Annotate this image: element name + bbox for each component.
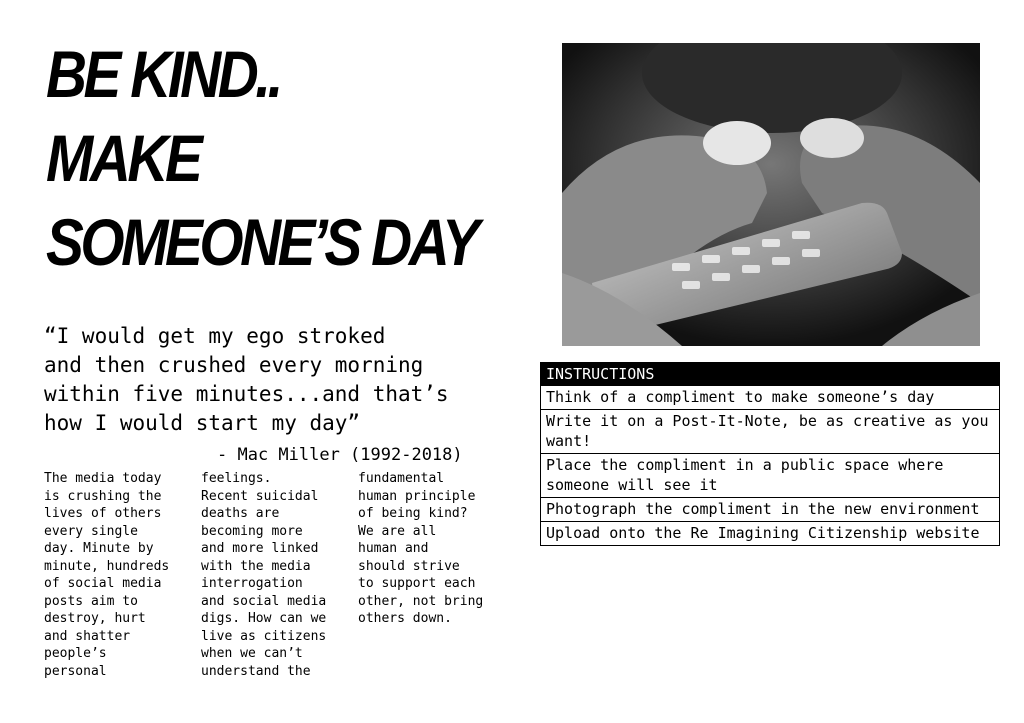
headline-line-1: BE KIND.. xyxy=(46,37,280,111)
headline-line-3: SOMEONE’S DAY xyxy=(46,205,477,279)
hands-holding-phone-photo xyxy=(562,43,980,346)
body-column-3: fundamental human principle of being kind? We are all human and should strive to support each other, not bring others down. xyxy=(358,471,484,626)
body-column-1: The media today is crushing the lives of others every single day. Minute by minute, hundreds of social media posts aim to destroy, hurt and shatter people’s personal xyxy=(44,471,170,679)
quote-attribution: - Mac Miller (1992-2018) xyxy=(217,445,463,465)
body-column-2: feelings. Recent suicidal deaths are becoming more and more linked with the media interrogation and social media digs. How can we live as citizens when we can’t understand the xyxy=(201,471,327,679)
headline xyxy=(46,32,477,284)
instructions-table xyxy=(540,362,1000,546)
quote: “I would get my ego stroked and then crushed every morning within five minutes...and that’s how I would start my day” xyxy=(44,324,449,435)
instruction-step: Write it on a Post-It-Note, be as creative as you want! xyxy=(541,409,999,453)
instruction-step: Photograph the compliment in the new environment xyxy=(541,497,999,521)
headline-line-2: MAKE xyxy=(46,121,200,195)
instructions-header: INSTRUCTIONS xyxy=(541,363,999,385)
instruction-step: Think of a compliment to make someone’s day xyxy=(541,385,999,409)
instruction-step: Place the compliment in a public space where someone will see it xyxy=(541,453,999,497)
instruction-step: Upload onto the Re Imagining Citizenship website xyxy=(541,521,999,545)
